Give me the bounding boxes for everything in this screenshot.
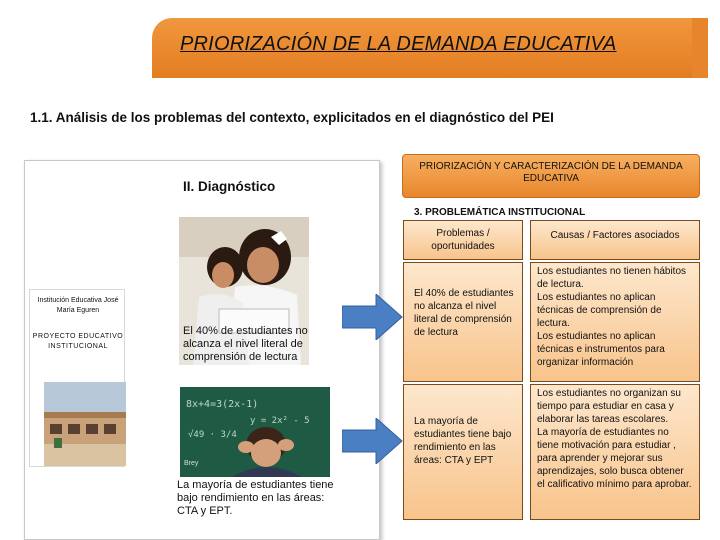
cause-item: Los estudiantes no organizan su tiempo para estudiar en casa y elaborar las tareas escolares. xyxy=(537,388,681,425)
diagnostic-heading: II. Diagnóstico xyxy=(183,179,276,194)
photo-watermark: Brey xyxy=(184,460,199,467)
stressed-student-image xyxy=(180,387,330,477)
arrow-right-icon xyxy=(342,418,404,464)
causes-cell xyxy=(530,384,700,520)
caption-performance: La mayoría de estudiantes tiene bajo rendimiento en las áreas: CTA y EPT. xyxy=(177,479,334,517)
column-header-problems: Problemas / oportunidades xyxy=(403,220,523,260)
school-building-image xyxy=(44,382,126,466)
pei-project-title: PROYECTO EDUCATIVO INSTITUCIONAL xyxy=(32,333,124,350)
causes-cell xyxy=(530,262,700,382)
svg-text:√49 · 3/4: √49 · 3/4 xyxy=(188,430,237,440)
cause-item: Los estudiantes no aplican técnicas e instrumentos para organizar información xyxy=(537,331,665,368)
problematica-title: 3. PROBLEMÁTICA INSTITUCIONAL xyxy=(414,207,586,218)
arrow-right-icon xyxy=(342,294,404,340)
problem-cell: La mayoría de estudiantes tiene bajo rendimiento en las áreas: CTA y EPT xyxy=(403,384,523,520)
cause-item: Los estudiantes no tienen hábitos de lectura. xyxy=(537,266,686,290)
svg-text:y = 2x² - 5: y = 2x² - 5 xyxy=(250,416,310,426)
svg-text:8x+4=3(2x-1): 8x+4=3(2x-1) xyxy=(186,399,259,410)
pei-cover xyxy=(29,289,125,467)
cause-item: Los estudiantes no aplican técnicas de comprensión de lectura. xyxy=(537,292,662,329)
problem-cell: El 40% de estudiantes no alcanza el nivel literal de comprensión de lectura xyxy=(403,262,523,382)
section-subtitle: 1.1. Análisis de los problemas del contexto, explicitados en el diagnóstico del PEI xyxy=(30,110,554,125)
column-header-causes: Causas / Factores asociados xyxy=(530,220,700,260)
prioritization-header: PRIORIZACIÓN Y CARACTERIZACIÓN DE LA DEMANDA EDUCATIVA xyxy=(402,154,700,198)
cause-item: La mayoría de estudiantes no tiene motivación para estudiar , para aprender y mejorar sus aprendizajes, solo busca obtener el calificativo mínimo para aprobar. xyxy=(537,427,692,490)
caption-reading: El 40% de estudiantes no alcanza el nivel literal de comprensión de lectura xyxy=(183,325,308,363)
page-title: PRIORIZACIÓN DE LA DEMANDA EDUCATIVA xyxy=(180,33,617,55)
pei-institution: Institución Educativa José María Eguren xyxy=(37,297,119,314)
diagnostic-card xyxy=(24,160,380,540)
